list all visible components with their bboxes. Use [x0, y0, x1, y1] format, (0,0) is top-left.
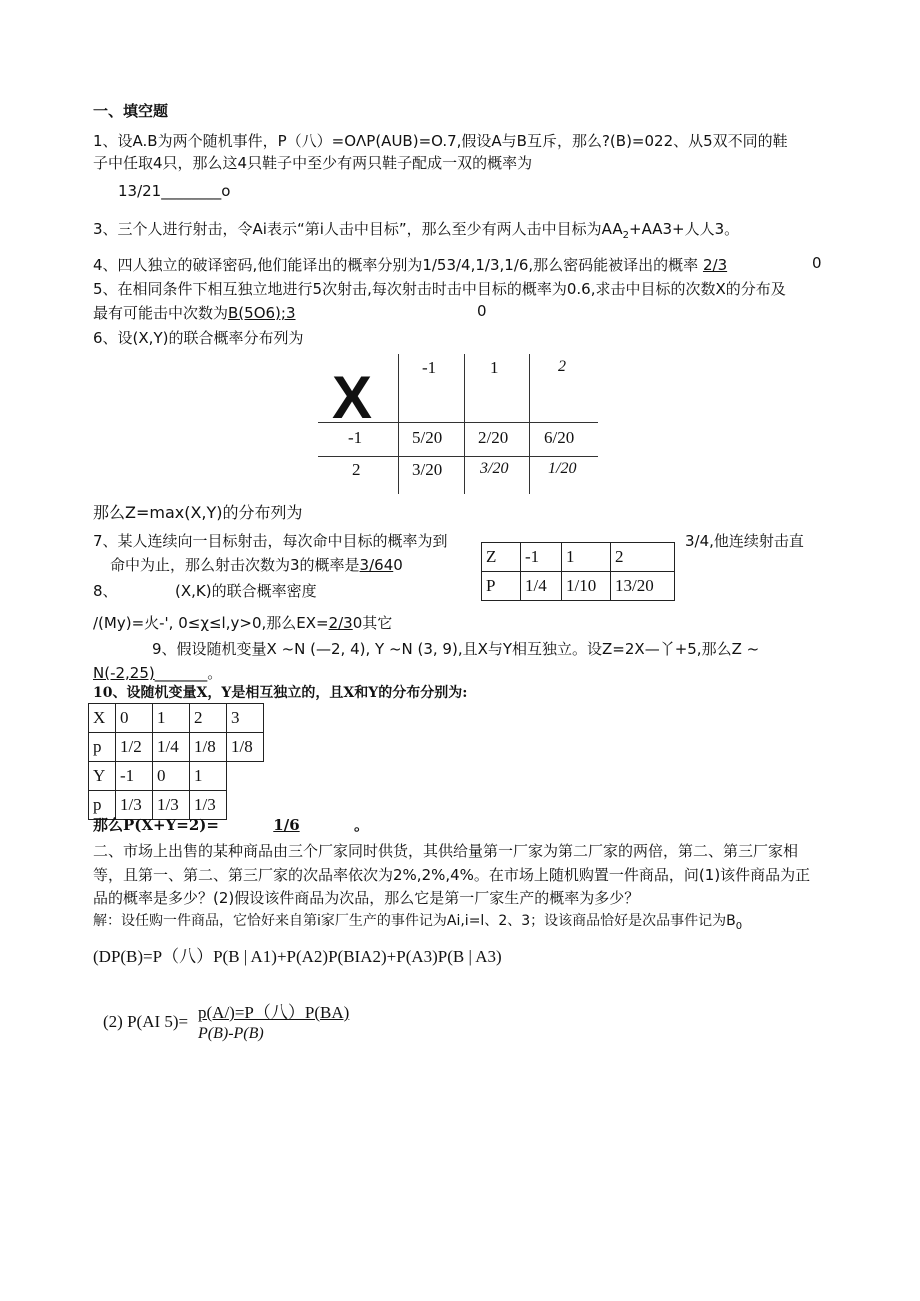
section2-line2: 等，且第一、第二、第三厂家的次品率依次为2%,2%,4%。在市场上随机购置一件商品，问(1)该件商品为正	[93, 866, 811, 884]
p-cell: P	[482, 572, 521, 601]
q10-result-suffix: 。	[353, 816, 369, 834]
q7-line1: 7、某人连续向一目标射击，每次命中目标的概率为到	[93, 532, 448, 550]
q7-line2	[110, 554, 403, 575]
x-cell: 2	[190, 704, 227, 733]
p-cell: 1/10	[562, 572, 611, 601]
z-row	[482, 543, 675, 572]
z-cell: 2	[611, 543, 675, 572]
py-cell: 1/3	[153, 791, 190, 820]
x-distribution-table	[88, 703, 264, 820]
cell-1-3: 6/20	[544, 428, 575, 447]
section2-line3: 品的概率是多少？(2)假设该件商品为次品，那么它是第一厂家生产的概率为多少？	[93, 889, 640, 907]
x-cell: 1	[153, 704, 190, 733]
cell-2-2: 3/20	[480, 460, 509, 477]
q4-text: 4、四人独立的破译密码,他们能译出的概率分别为1/53/4,1/3,1/6,那么密码能被译出的概率	[93, 256, 699, 274]
q5-line2	[93, 302, 296, 323]
x-cell: X	[89, 704, 116, 733]
q7-prefix: 命中为止，那么射击次数为3的概率是	[110, 556, 360, 574]
q1-answer: 13/21________o	[118, 182, 231, 200]
z-distribution-table	[481, 542, 675, 601]
cell-1-2: 2/20	[478, 428, 509, 447]
solution-sub: 0	[735, 920, 743, 932]
q1-line2: 子中任取4只，那么这4只鞋子中至少有两只鞋子配成一双的概率为	[93, 154, 533, 172]
q5-line1: 5、在相同条件下相互独立地进行5次射击,每次射击时击中目标的概率为0.6,求击中目标的次数X的分布及	[93, 280, 786, 298]
solution-line	[93, 910, 742, 932]
px-cell: p	[89, 733, 116, 762]
col-header-1: -1	[422, 358, 437, 377]
q5-answer: B(5O6);3	[228, 304, 296, 322]
q8-suffix: 0其它	[352, 614, 393, 632]
q10-intro: 10、设随机变量X，Y是相互独立的，且X和Y的分布分别为:	[93, 685, 468, 701]
q5-end: 0	[477, 302, 487, 320]
joint-table	[318, 354, 598, 494]
q8-line2	[93, 612, 392, 633]
q8-line1: (X,K)的联合概率密度	[175, 582, 317, 600]
section1-title: 一、填空题	[93, 102, 169, 120]
q7-answer: 3/64	[359, 556, 394, 574]
col-header-2: 1	[490, 358, 499, 377]
p-cell: 13/20	[611, 572, 675, 601]
z-cell: 1	[562, 543, 611, 572]
q4-line	[93, 254, 727, 275]
q7-end: 0	[393, 556, 403, 574]
q3-sub: 2	[622, 230, 629, 241]
q10-result	[93, 814, 369, 835]
grid-line-v3	[529, 354, 530, 494]
cell-1-1: 5/20	[412, 428, 443, 447]
q3-line	[93, 218, 739, 241]
empty-cell	[227, 762, 264, 791]
formula-2-label: (2) P(AI 5)=	[103, 1012, 189, 1031]
px-cell: 1/4	[153, 733, 190, 762]
cell-2-3: 1/20	[548, 460, 577, 477]
corner-x-label: X	[332, 364, 373, 431]
cell-2-1: 3/20	[412, 460, 443, 479]
q7-line1-right: 3/4,他连续射击直	[685, 532, 804, 550]
py-cell: p	[89, 791, 116, 820]
x-cell: 0	[116, 704, 153, 733]
x-cell: 3	[227, 704, 264, 733]
q9-tail: _______。	[154, 664, 223, 682]
grid-line-h2	[318, 456, 598, 457]
q3-text: 3、三个人进行射击，令Ai表示“第i人击中目标”，那么至少有两人击中目标为AA	[93, 220, 623, 238]
q1-line1: 1、设A.B为两个随机事件，P（八）=OΛP(AUB)=O.7,假设A与B互斥，那么?(B)=022、从5双不同的鞋	[93, 132, 788, 150]
py-cell: 1/3	[190, 791, 227, 820]
y-cell: 0	[153, 762, 190, 791]
px-cell: 1/8	[227, 733, 264, 762]
row-label-2: 2	[352, 460, 361, 479]
px-cell: 1/8	[190, 733, 227, 762]
section2-line1: 二、市场上出售的某种商品由三个厂家同时供货，其供给量第一厂家为第二厂家的两倍，第二、第三厂家相	[93, 842, 799, 860]
q8-number: 8、	[93, 582, 118, 600]
y-cell: -1	[116, 762, 153, 791]
x-row	[89, 704, 264, 733]
q4-answer: 2/3	[702, 256, 728, 274]
grid-line-v2	[464, 354, 465, 494]
px-cell: 1/2	[116, 733, 153, 762]
row-label-1: -1	[348, 428, 363, 447]
px-row	[89, 733, 264, 762]
q4-end: 0	[812, 254, 822, 272]
p-row	[482, 572, 675, 601]
z-cell: Z	[482, 543, 521, 572]
q8-answer: 2/3	[328, 614, 353, 632]
formula-1: (DP(B)=P（八）P(B | A1)+P(A2)P(BIA2)+P(A3)P(B | A3)	[93, 947, 502, 966]
solution-text: 解：设任购一件商品，它恰好来自第i家厂生产的事件记为Ai,i=l、2、3；设该商品恰好是次品事件记为B	[93, 913, 736, 929]
q6-outro: 那么Z=max(X,Y)的分布列为	[93, 503, 303, 522]
q9-line1: 9、假设随机变量X ~N (—2, 4), Y ~N (3, 9),且X与Y相互独立。设Z=2X—丫+5,那么Z ~	[152, 640, 760, 658]
y-cell: Y	[89, 762, 116, 791]
q3-tail: +AA3+人人3。	[629, 220, 740, 238]
y-row	[89, 762, 264, 791]
q9-line2	[93, 662, 222, 683]
y-cell: 1	[190, 762, 227, 791]
col-header-3: 2	[558, 358, 566, 375]
formula-2-denominator: P(B)-P(B)	[198, 1025, 264, 1042]
q10-answer: 1/6	[273, 816, 300, 834]
p-cell: 1/4	[521, 572, 562, 601]
z-cell: -1	[521, 543, 562, 572]
q8-prefix: /(My)=火-', 0≤χ≤l,y>0,那么EX=	[93, 614, 329, 632]
grid-line-v1	[398, 354, 399, 494]
q10-result-prefix: 那么P(X+Y=2)=	[93, 816, 219, 834]
py-cell: 1/3	[116, 791, 153, 820]
q6-intro: 6、设(X,Y)的联合概率分布列为	[93, 329, 304, 347]
formula-2-numerator: p(A/)=P（八）P(BA)	[198, 1003, 350, 1022]
q5-prefix: 最有可能击中次数为	[93, 304, 229, 322]
q9-answer: N(-2,25)	[93, 664, 155, 682]
